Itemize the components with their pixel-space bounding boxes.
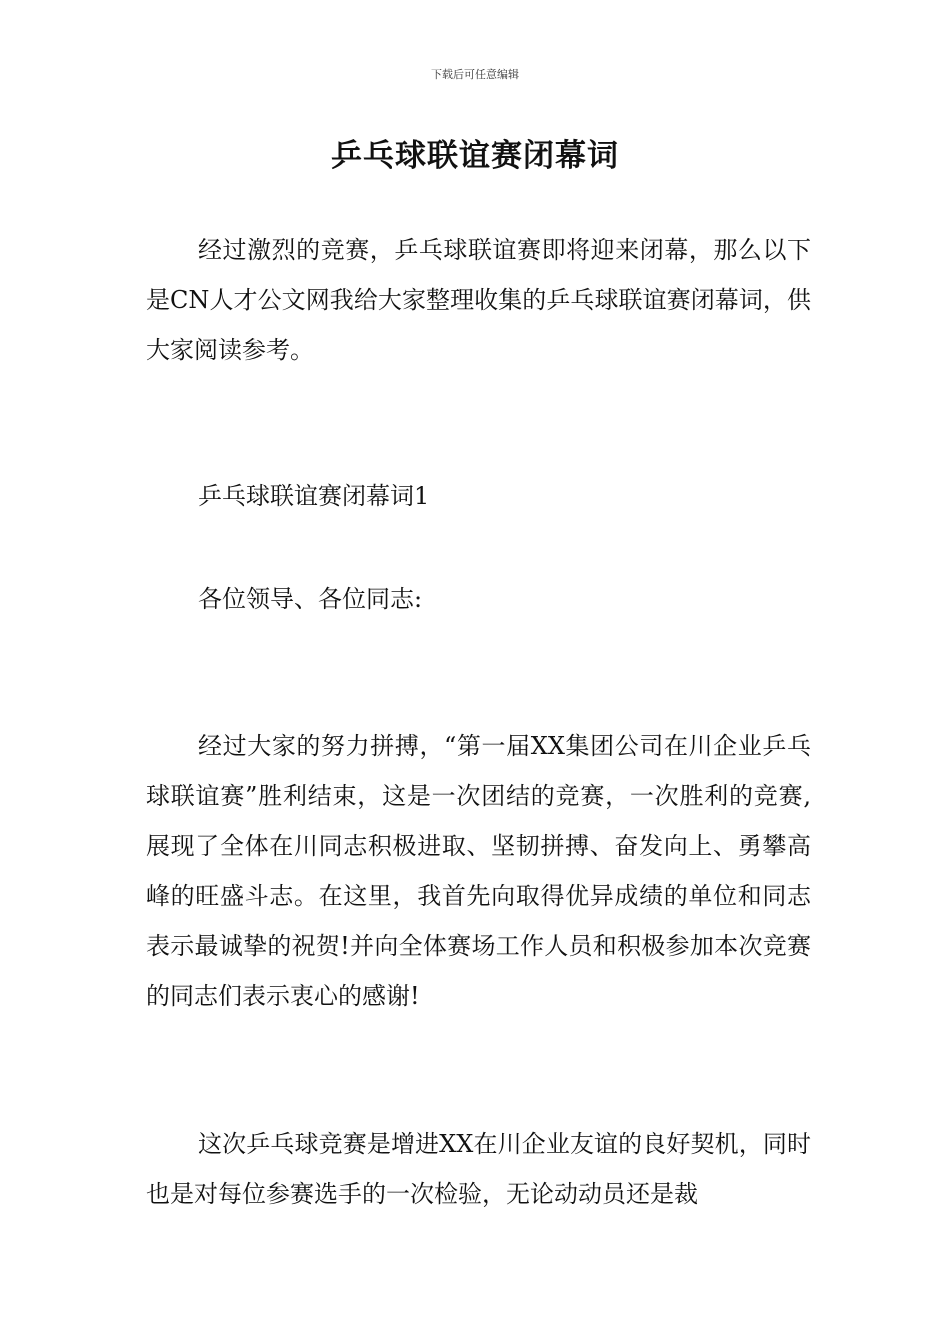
intro-paragraph: 经过激烈的竞赛，乒乓球联谊赛即将迎来闭幕，那么以下是CN人才公文网我给大家整理收集的乒乓球联谊赛闭幕词，供大家阅读参考。 [146,236,811,364]
body-paragraph-2: 这次乒乓球竞赛是增进XX在川企业友谊的良好契机，同时也是对每位参赛选手的一次检验，无论动动员还是裁 [146,1130,811,1208]
header-note: 下载后可任意编辑 [431,68,519,81]
document-title: 乒乓球联谊赛闭幕词 [331,138,619,174]
section-subtitle: 乒乓球联谊赛闭幕词1 [198,482,430,510]
greeting-paragraph: 各位领导、各位同志: [198,585,423,613]
body-paragraph-1: 经过大家的努力拼搏，“第一届XX集团公司在川企业乒乓球联谊赛”胜利结束，这是一次团结的竞赛，一次胜利的竞赛,展现了全体在川同志积极进取、坚韧拼搏、奋发向上、勇攀高峰的旺盛斗志。在这里，我首先向取得优异成绩的单位和同志表示最诚挚的祝贺!并向全体赛场工作人员和积极参加本次竞赛的同志们表示衷心的感谢! [146,732,811,1010]
